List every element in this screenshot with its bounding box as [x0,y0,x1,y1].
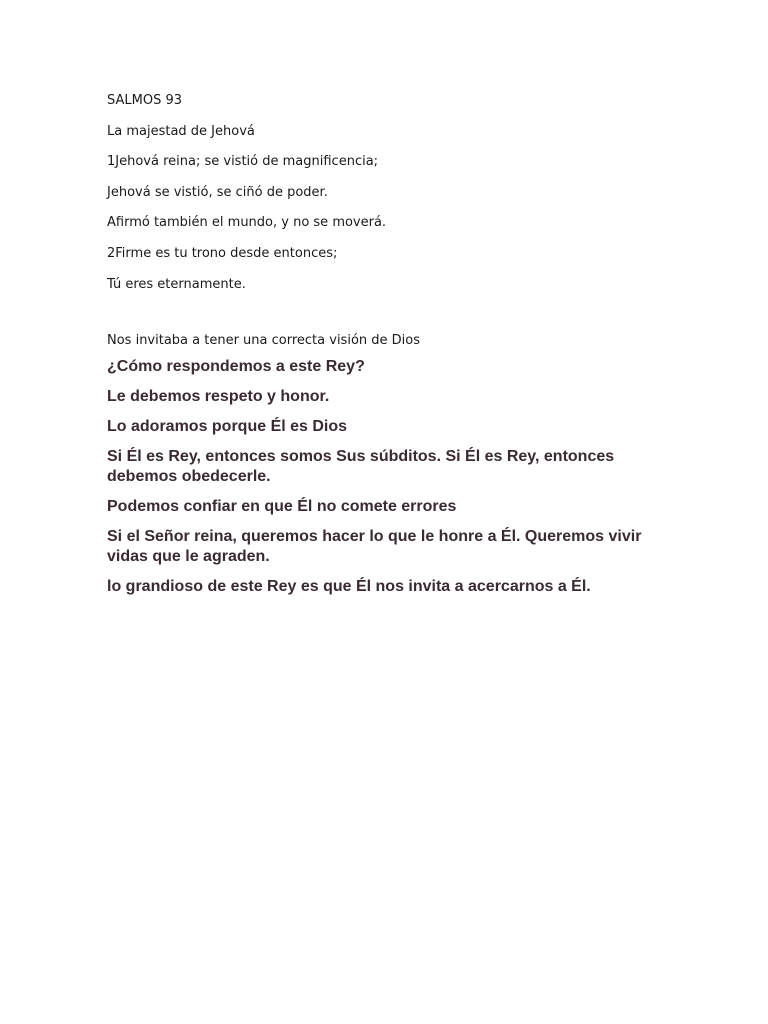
document-body [107,92,647,607]
point-line: Si Él es Rey, entonces somos Sus súbditos. Si Él es Rey, entonces debemos obedecerle. [107,448,615,486]
passage-title: SALMOS 93 [107,93,183,108]
verse-line: 2Firme es tu trono desde entonces; [107,245,338,261]
point-line: Si el Señor reina, queremos hacer lo que le honre a Él. Queremos vivir vidas que le agraden. [107,528,642,566]
point-line: ¿Cómo respondemos a este Rey? [107,358,365,376]
verse-line: Jehová se vistió, se ciñó de poder. [107,184,328,200]
passage-subtitle: La majestad de Jehová [107,123,255,139]
point-line: Podemos confiar en que Él no comete errores [107,498,457,516]
intro-line: Nos invitaba a tener una correcta visión de Dios [107,333,421,349]
point-line: Lo adoramos porque Él es Dios [107,418,348,436]
paragraph-spacer [107,306,647,332]
verse-line: Afirmó también el mundo, y no se moverá. [107,215,387,231]
verse-line: Tú eres eternamente. [107,276,246,292]
point-line: lo grandioso de este Rey es que Él nos invita a acercarnos a Él. [107,578,591,596]
point-line: Le debemos respeto y honor. [107,388,330,406]
verse-line: 1Jehová reina; se vistió de magnificencia; [107,154,379,170]
